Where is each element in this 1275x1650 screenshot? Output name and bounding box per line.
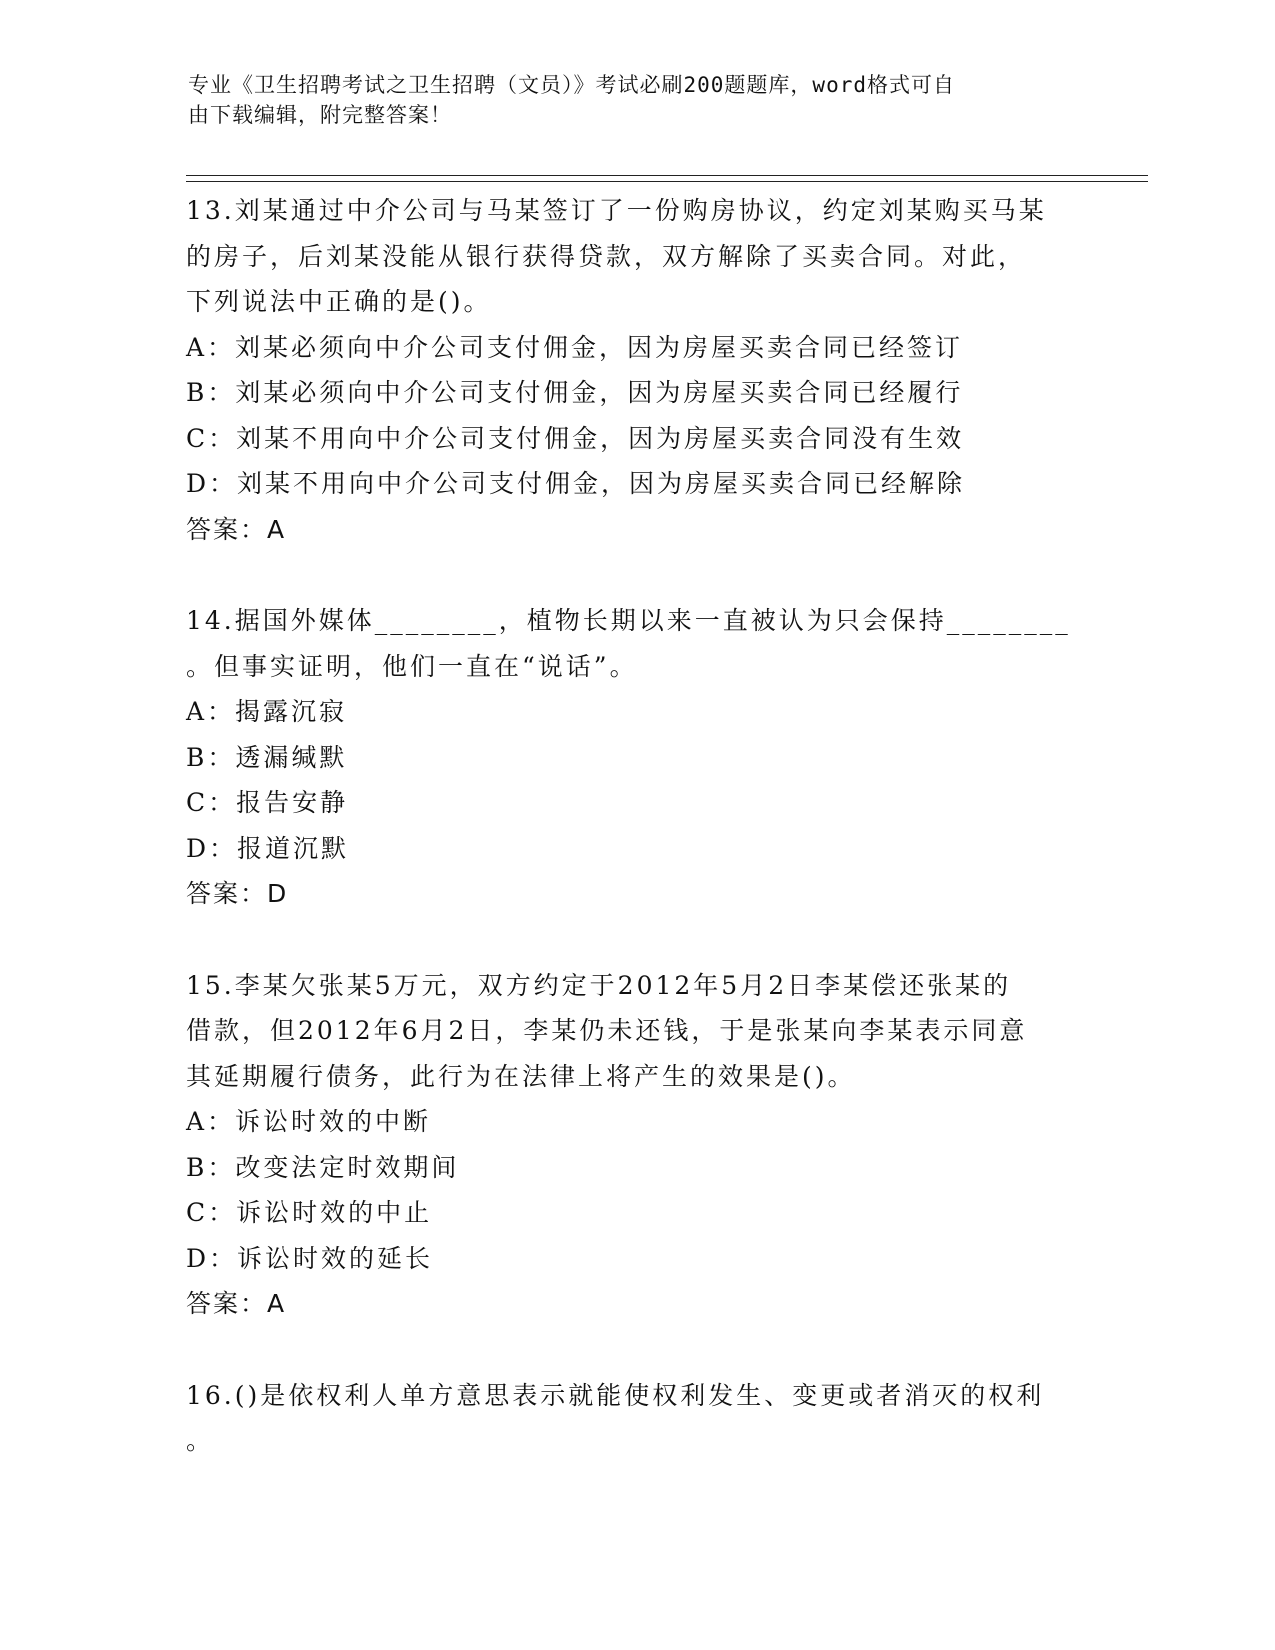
option-c: C：诉讼时效的中止 <box>186 1198 433 1227</box>
option-d: D：报道沉默 <box>186 833 350 863</box>
option-a: A：诉讼时效的中断 <box>186 1107 432 1136</box>
question-14 <box>186 598 1076 917</box>
question-line: 的房子，后刘某没能从银行获得贷款，双方解除了买卖合同。对此， <box>186 241 1027 271</box>
question-15 <box>186 963 1076 1327</box>
option-b: B：透漏缄默 <box>186 742 348 772</box>
question-line: 15.李某欠张某5万元，双方约定于2012年5月2日李某偿还张某的 <box>186 970 1012 1000</box>
header-rule-bottom <box>186 181 1148 182</box>
question-16 <box>186 1373 1076 1464</box>
header-line-1: 专业《卫生招聘考试之卫生招聘（文员）》考试必刷200题题库，word格式可自 <box>188 73 955 97</box>
spacer <box>186 917 1076 963</box>
question-13 <box>186 188 1076 552</box>
option-c: C：刘某不用向中介公司支付佣金，因为房屋买卖合同没有生效 <box>186 423 965 453</box>
spacer <box>186 1327 1076 1373</box>
option-b: B：刘某必须向中介公司支付佣金，因为房屋买卖合同已经履行 <box>186 378 964 407</box>
question-line: 。 <box>186 1426 215 1455</box>
question-line: 下列说法中正确的是()。 <box>186 287 492 316</box>
question-list <box>186 188 1076 1464</box>
document-header <box>188 70 1068 130</box>
option-c: C：报告安静 <box>186 788 349 817</box>
option-d: D：刘某不用向中介公司支付佣金，因为房屋买卖合同已经解除 <box>186 469 966 498</box>
question-line: 其延期履行债务，此行为在法律上将产生的效果是()。 <box>186 1061 856 1091</box>
question-line: 16.()是依权利人单方意思表示就能使权利发生、变更或者消灭的权利 <box>186 1380 1045 1410</box>
option-a: A：刘某必须向中介公司支付佣金，因为房屋买卖合同已经签订 <box>186 332 964 362</box>
header-line-2: 由下载编辑，附完整答案！ <box>188 103 452 127</box>
option-d: D：诉讼时效的延长 <box>186 1243 434 1273</box>
option-a: A：揭露沉寂 <box>186 697 348 726</box>
question-line: 借款，但2012年6月2日，李某仍未还钱，于是张某向李某表示同意 <box>186 1016 1028 1045</box>
spacer <box>186 552 1076 598</box>
answer: 答案：A <box>186 514 287 544</box>
question-line: 。但事实证明，他们一直在“说话”。 <box>186 651 638 681</box>
question-line: 14.据国外媒体________，植物长期以来一直被认为只会保持________ <box>186 606 1071 635</box>
header-rule-top <box>186 175 1148 176</box>
answer: 答案：D <box>186 879 289 908</box>
option-b: B：改变法定时效期间 <box>186 1152 460 1182</box>
question-line: 13.刘某通过中介公司与马某签订了一份购房协议，约定刘某购买马某 <box>186 196 1047 225</box>
answer: 答案：A <box>186 1289 287 1318</box>
